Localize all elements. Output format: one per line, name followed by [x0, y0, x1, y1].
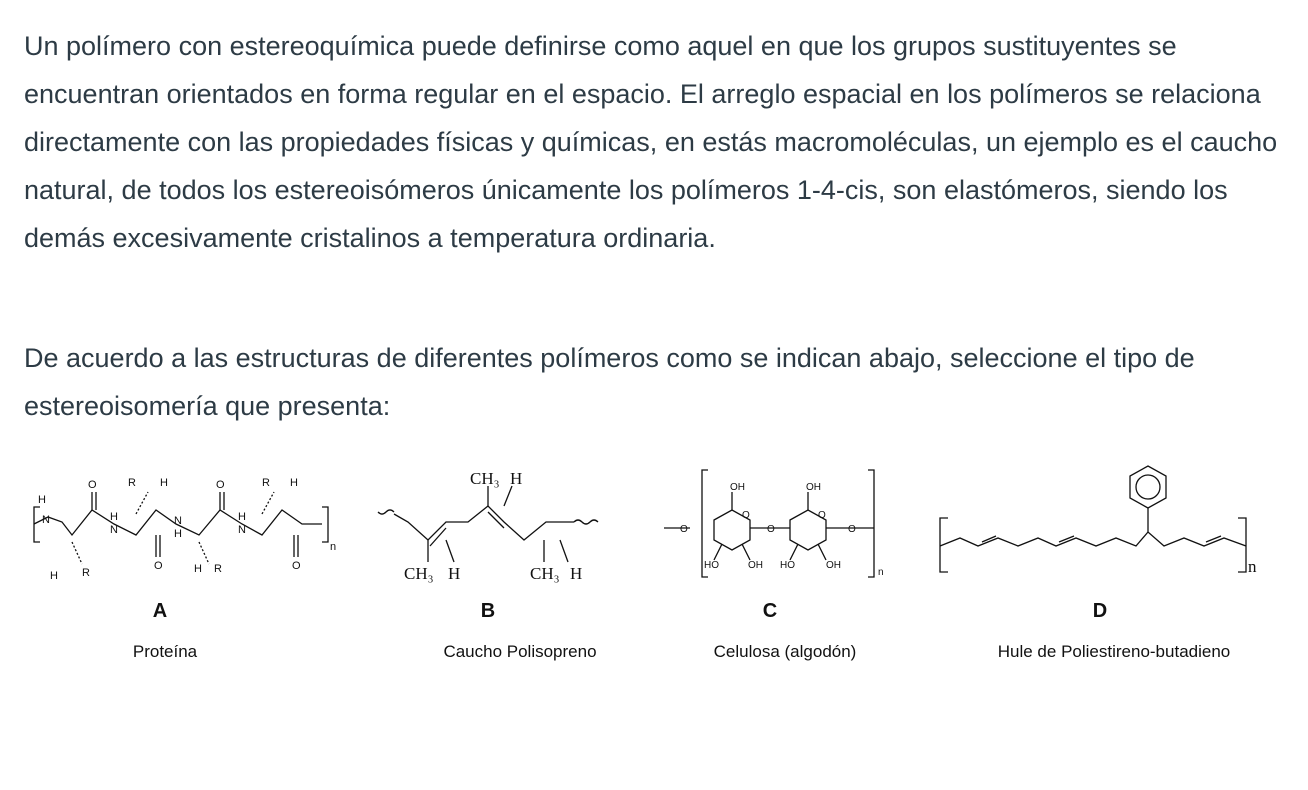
atom-o: O: [88, 479, 97, 491]
atom-h: H: [110, 511, 118, 523]
atom-n: N: [110, 524, 118, 536]
hydroxyl-label: HO: [704, 560, 719, 571]
subscript-n: n: [878, 567, 884, 578]
atom-o: O: [848, 524, 856, 535]
atom-o: O: [154, 560, 163, 572]
methyl-label: CH₃: [470, 469, 500, 488]
atom-o: O: [216, 479, 225, 491]
structure-a-caption: Proteína: [132, 642, 198, 661]
structure-a-letter: A: [152, 600, 168, 622]
atom-r: R: [214, 563, 222, 575]
structure-d-caption: Hule de Poliestireno-butadieno: [997, 642, 1231, 661]
atom-o: O: [742, 510, 750, 521]
atom-o: O: [818, 510, 826, 521]
hydroxyl-label: OH: [748, 560, 763, 571]
atom-o: O: [292, 560, 301, 572]
subscript-n: n: [1248, 557, 1257, 576]
structure-d-letter: D: [1092, 600, 1108, 622]
atom-h: H: [510, 469, 523, 488]
intro-paragraph: Un polímero con estereoquímica puede definirse como aquel en que los grupos sustituyentes se encuentran orientados en forma regular en el espacio. El arreglo espacial en los polímeros se relaciona directamente con las propiedades físicas y químicas, en estás macromoléculas, un ejemplo es el caucho natural, de todos los estereoisómeros únicamente los polímeros 1-4-cis, son elastómeros, siendo los demás excesivamente cristalinos a temperatura ordinaria.: [24, 31, 1278, 253]
atom-h: H: [290, 477, 298, 489]
hydroxyl-label: OH: [826, 560, 841, 571]
atom-r: R: [82, 567, 90, 579]
atom-r: R: [262, 477, 270, 489]
question-paragraph: De acuerdo a las estructuras de diferentes polímeros como se indican abajo, seleccione el tipo de estereoisomería que presenta:: [24, 343, 1195, 421]
methyl-label: CH₃: [404, 564, 434, 583]
atom-r: R: [128, 477, 136, 489]
methyl-label: CH₃: [530, 564, 560, 583]
atom-h: H: [50, 570, 58, 582]
subscript-n: n: [330, 541, 337, 553]
atom-o: O: [767, 524, 775, 535]
atom-n: N: [42, 514, 50, 526]
atom-n: N: [238, 524, 246, 536]
structure-c-caption: Celulosa (algodón): [713, 642, 857, 661]
atom-n: N: [174, 515, 182, 527]
structure-b-polyisoprene: [374, 462, 614, 592]
structure-b-letter: B: [480, 600, 496, 622]
atom-h: H: [238, 511, 246, 523]
structure-c-cellulose: [664, 462, 904, 592]
structure-a-protein: [24, 462, 344, 592]
structure-d-styrene-butadiene: [934, 462, 1274, 592]
atom-h: H: [38, 494, 46, 506]
structure-c-letter: C: [762, 600, 778, 622]
hydroxyl-label: OH: [730, 482, 745, 493]
atom-o: O: [680, 524, 688, 535]
atom-h: H: [570, 564, 583, 583]
atom-h: H: [160, 477, 168, 489]
hydroxyl-label: OH: [806, 482, 821, 493]
atom-h: H: [174, 528, 182, 540]
structure-b-caption: Caucho Polisopreno: [443, 642, 597, 661]
atom-h: H: [448, 564, 461, 583]
hydroxyl-label: HO: [780, 560, 795, 571]
atom-h: H: [194, 563, 202, 575]
